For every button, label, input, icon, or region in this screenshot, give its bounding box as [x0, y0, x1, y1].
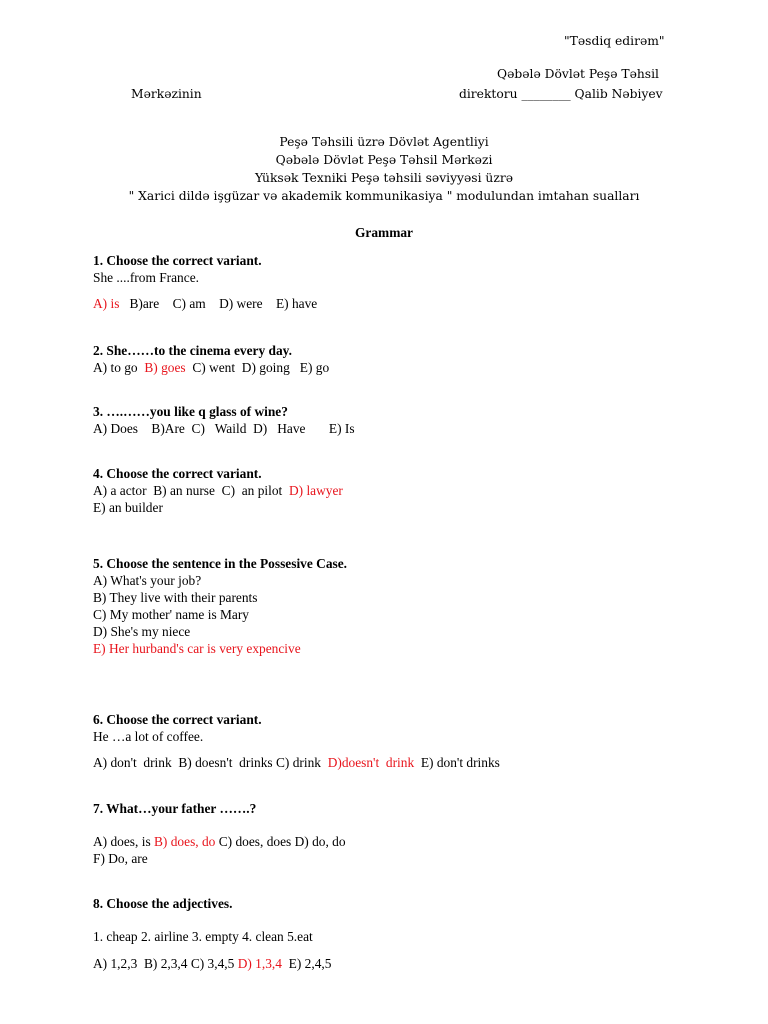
answer-options: A) 1,2,3 B) 2,3,4 C) 3,4,5 D) 1,3,4 E) 2,4,5 [93, 956, 332, 971]
correct-answer: D)doesn't drink [327, 755, 415, 770]
question-title: 8. Choose the adjectives. [93, 896, 233, 911]
question-title: 5. Choose the sentence in the Possesive Case. [93, 556, 348, 571]
word-list: 1. cheap 2. airline 3. empty 4. clean 5.eat [93, 929, 313, 944]
center-name-line: Qəbələ Dövlət Peşə Təhsil [497, 67, 659, 81]
agency-title: Peşə Təhsili üzrə Dövlət Agentliyi [279, 135, 489, 149]
question-4 [93, 465, 343, 516]
answer-options: A) don't drink B) doesn't drinks C) drink D)doesn't drink E) don't drinks [93, 755, 500, 770]
answer-option-f: F) Do, are [93, 851, 148, 866]
option-a: A) What's your job? [93, 573, 202, 588]
center-name-genitive: Mərkəzinin [131, 87, 202, 101]
correct-answer: B) goes [144, 360, 186, 375]
section-heading: Grammar [354, 225, 413, 240]
question-stem: She ....from France. [93, 270, 199, 285]
option-b: B) They live with their parents [93, 590, 258, 605]
question-8 [93, 895, 331, 972]
answer-options: A) a actor B) an nurse C) an pilot D) lawyer [93, 483, 343, 498]
correct-answer: D) 1,3,4 [237, 956, 282, 971]
approval-heading: "Təsdiq edirəm" [564, 34, 665, 48]
question-7 [93, 800, 346, 867]
correct-answer: B) does, do [154, 834, 216, 849]
question-title: 7. What…your father …….? [93, 801, 257, 816]
question-2 [93, 342, 329, 376]
question-title: 4. Choose the correct variant. [93, 466, 262, 481]
answer-options: A) is B)are C) am D) were E) have [93, 296, 318, 311]
question-3 [93, 403, 355, 437]
option-c: C) My mother' name is Mary [93, 607, 250, 622]
answer-option-e: E) an builder [93, 500, 163, 515]
option-d: D) She's my niece [93, 624, 191, 639]
answer-options: A) Does B)Are C) Waild D) Have E) Is [93, 421, 355, 436]
answer-options: A) to go B) goes C) went D) going E) go [93, 360, 330, 375]
center-title: Qəbələ Dövlət Peşə Təhsil Mərkəzi [275, 153, 493, 167]
question-stem: He …a lot of coffee. [93, 729, 204, 744]
correct-answer: A) is [93, 296, 120, 311]
module-title: " Xarici dildə işgüzar və akademik kommunikasiya " modulundan imtahan sualları [128, 189, 640, 203]
answer-options: A) does, is B) does, do C) does, does D) do, do [93, 834, 346, 849]
level-title: Yüksək Texniki Peşə təhsili səviyyəsi üzrə [255, 171, 513, 185]
question-title: 2. She……to the cinema every day. [93, 343, 292, 358]
question-6 [93, 711, 500, 771]
question-title: 1. Choose the correct variant. [93, 253, 262, 268]
correct-answer: E) Her hurband's car is very expencive [93, 641, 301, 656]
question-5 [93, 555, 347, 657]
question-title: 6. Choose the correct variant. [93, 712, 262, 727]
director-signature-line: direktoru ________ Qalib Nəbiyev [459, 87, 663, 101]
question-1 [93, 252, 317, 312]
question-title: 3. ….……you like q glass of wine? [93, 404, 288, 419]
correct-answer: D) lawyer [288, 483, 343, 498]
